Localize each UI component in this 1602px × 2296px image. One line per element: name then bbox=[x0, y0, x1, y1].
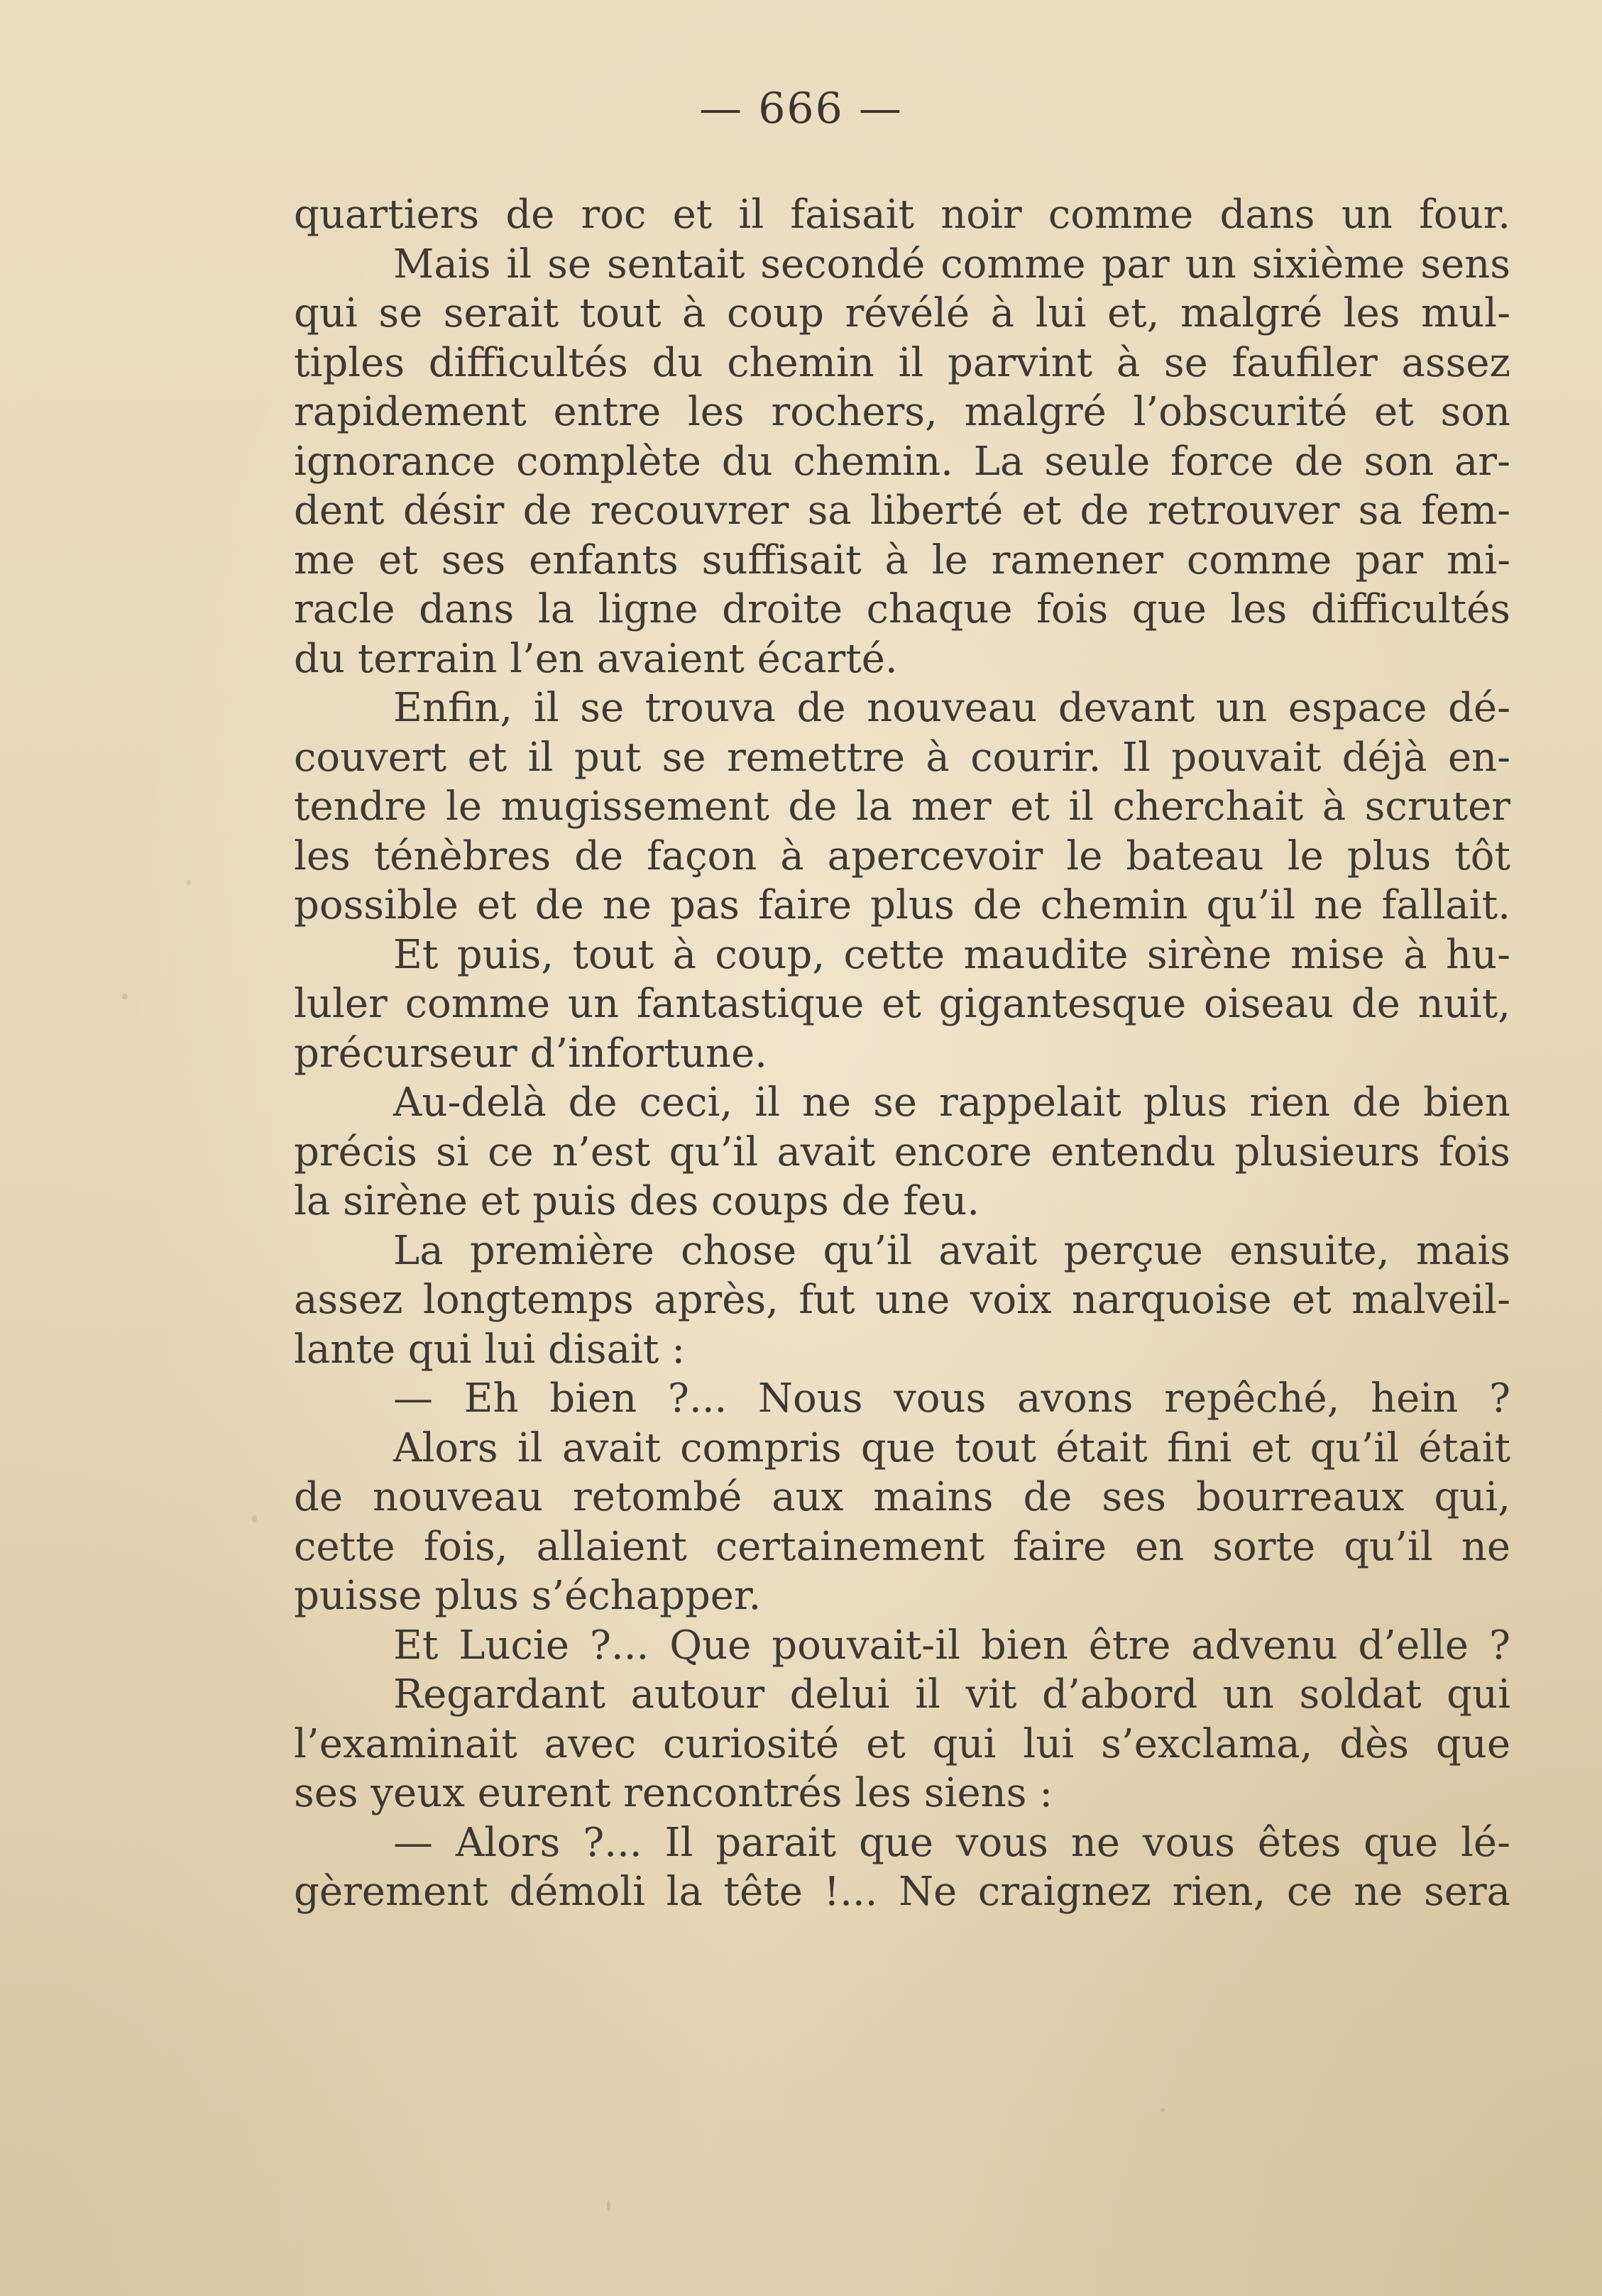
paper-spot bbox=[1161, 2108, 1165, 2112]
text-line: Enfin, il se trouva de nouveau devant un espace dé- bbox=[393, 685, 1510, 731]
text-line: Et puis, tout à coup, cette maudite sirène mise à hu- bbox=[393, 931, 1510, 978]
text-line: rapidement entre les rochers, malgré l’obscurité et son bbox=[294, 389, 1510, 435]
text-line: lante qui lui disait : bbox=[294, 1326, 686, 1373]
text-line: précis si ce n’est qu’il avait encore entendu plusieurs fois bbox=[294, 1128, 1510, 1175]
body-text bbox=[294, 190, 1510, 1917]
text-line: La première chose qu’il avait perçue ensuite, mais bbox=[393, 1227, 1510, 1274]
text-line: possible et de ne pas faire plus de chemin qu’il ne fallait. bbox=[294, 882, 1510, 928]
text-line: couvert et il put se remettre à courir. Il pouvait déjà en- bbox=[294, 734, 1510, 781]
text-line: Et Lucie ?... Que pouvait-il bien être advenu d’elle ? bbox=[393, 1622, 1510, 1669]
text-line: dent désir de recouvrer sa liberté et de retrouver sa fem- bbox=[294, 488, 1510, 534]
text-line: Alors il avait compris que tout était fini et qu’il était bbox=[393, 1424, 1510, 1471]
text-line: gèrement démoli la tête !... Ne craignez rien, ce ne sera bbox=[294, 1869, 1510, 1915]
text-line: la sirène et puis des coups de feu. bbox=[294, 1178, 980, 1224]
text-line: tiples difficultés du chemin il parvint à se faufiler assez bbox=[294, 339, 1510, 386]
paper-spot bbox=[607, 2200, 610, 2212]
text-line: assez longtemps après, fut une voix narquoise et malveil- bbox=[294, 1277, 1510, 1323]
text-line: me et ses enfants suffisait à le ramener comme par mi- bbox=[294, 537, 1510, 583]
text-line: qui se serait tout à coup révélé à lui et, malgré les mul- bbox=[294, 290, 1510, 336]
text-line: de nouveau retombé aux mains de ses bourreaux qui, bbox=[294, 1474, 1510, 1520]
page-number: — 666 — bbox=[699, 84, 903, 133]
text-line: racle dans la ligne droite chaque fois que les difficultés bbox=[294, 586, 1510, 632]
text-line: l’examinait avec curiosité et qui lui s’exclama, dès que bbox=[294, 1720, 1510, 1767]
text-line: luler comme un fantastique et gigantesque oiseau de nuit, bbox=[294, 981, 1510, 1027]
paper-spot bbox=[252, 1515, 257, 1522]
text-line: quartiers de roc et il faisait noir comme dans un four. bbox=[294, 192, 1510, 238]
text-line: Au-delà de ceci, il ne se rappelait plus rien de bien bbox=[393, 1080, 1510, 1126]
paper-spot bbox=[186, 880, 191, 885]
text-line: — Alors ?... Il parait que vous ne vous êtes que lé- bbox=[393, 1819, 1510, 1866]
text-line: puisse plus s’échapper. bbox=[294, 1573, 762, 1619]
text-line: précurseur d’infortune. bbox=[294, 1030, 767, 1077]
text-line: tendre le mugissement de la mer et il cherchait à scruter bbox=[294, 784, 1510, 830]
text-line: du terrain l’en avaient écarté. bbox=[294, 635, 898, 682]
text-line: Regardant autour delui il vit d’abord un soldat qui bbox=[393, 1671, 1510, 1718]
text-line: ignorance complète du chemin. La seule force de son ar- bbox=[294, 438, 1510, 485]
text-line: les ténèbres de façon à apercevoir le bateau le plus tôt bbox=[294, 833, 1510, 879]
text-line: — Eh bien ?... Nous vous avons repêché, hein ? bbox=[393, 1375, 1510, 1422]
text-line: cette fois, allaient certainement faire en sorte qu’il ne bbox=[294, 1523, 1510, 1570]
text-line: ses yeux eurent rencontrés les siens : bbox=[294, 1770, 1053, 1816]
text-line: Mais il se sentait secondé comme par un sixième sens bbox=[393, 241, 1510, 287]
paper-spot bbox=[122, 994, 128, 999]
